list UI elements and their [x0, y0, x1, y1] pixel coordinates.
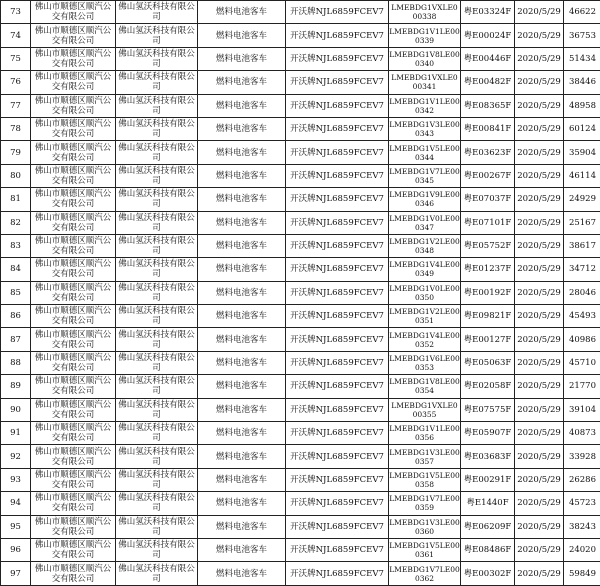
owner-cell: 佛山市顺德区顺汽公交有限公司	[31, 47, 116, 70]
row-number-cell: 79	[1, 141, 31, 164]
table-row	[1, 351, 600, 374]
plate-cell: 粤E03683F	[461, 445, 515, 468]
table-body	[1, 1, 600, 586]
date-cell: 2020/5/29	[515, 117, 564, 140]
row-number-cell: 86	[1, 305, 31, 328]
owner-cell: 佛山市顺德区顺汽公交有限公司	[31, 351, 116, 374]
model-cell: 开沃牌NJL6859FCEV7	[286, 562, 389, 585]
date-cell: 2020/5/29	[515, 141, 564, 164]
table-row	[1, 375, 600, 398]
vin-cell: LMEBDG1VXLE000341	[389, 71, 461, 94]
vehicle-type-cell: 燃料电池客车	[198, 234, 286, 257]
model-cell: 开沃牌NJL6859FCEV7	[286, 305, 389, 328]
table-row	[1, 281, 600, 304]
model-cell: 开沃牌NJL6859FCEV7	[286, 515, 389, 538]
date-cell: 2020/5/29	[515, 562, 564, 585]
vehicle-type-cell: 燃料电池客车	[198, 71, 286, 94]
model-cell: 开沃牌NJL6859FCEV7	[286, 211, 389, 234]
vehicle-type-cell: 燃料电池客车	[198, 305, 286, 328]
table-row	[1, 422, 600, 445]
table-row	[1, 468, 600, 491]
mileage-cell: 38243	[564, 515, 600, 538]
manufacturer-cell: 佛山氢沃科技有限公司	[116, 164, 198, 187]
mileage-cell: 25167	[564, 211, 600, 234]
vin-cell: LMEBDG1V7LE000362	[389, 562, 461, 585]
plate-cell: 粤E00267F	[461, 164, 515, 187]
row-number-cell: 96	[1, 538, 31, 561]
manufacturer-cell: 佛山氢沃科技有限公司	[116, 1, 198, 24]
model-cell: 开沃牌NJL6859FCEV7	[286, 445, 389, 468]
manufacturer-cell: 佛山氢沃科技有限公司	[116, 305, 198, 328]
owner-cell: 佛山市顺德区顺汽公交有限公司	[31, 71, 116, 94]
row-number-cell: 87	[1, 328, 31, 351]
model-cell: 开沃牌NJL6859FCEV7	[286, 351, 389, 374]
owner-cell: 佛山市顺德区顺汽公交有限公司	[31, 234, 116, 257]
date-cell: 2020/5/29	[515, 328, 564, 351]
date-cell: 2020/5/29	[515, 164, 564, 187]
model-cell: 开沃牌NJL6859FCEV7	[286, 492, 389, 515]
date-cell: 2020/5/29	[515, 351, 564, 374]
vehicle-type-cell: 燃料电池客车	[198, 188, 286, 211]
owner-cell: 佛山市顺德区顺汽公交有限公司	[31, 562, 116, 585]
table-row	[1, 71, 600, 94]
vin-cell: LMEBDG1V1LE000342	[389, 94, 461, 117]
manufacturer-cell: 佛山氢沃科技有限公司	[116, 375, 198, 398]
plate-cell: 粤E00841F	[461, 117, 515, 140]
mileage-cell: 24020	[564, 538, 600, 561]
plate-cell: 粤E00482F	[461, 71, 515, 94]
plate-cell: 粤E00192F	[461, 281, 515, 304]
plate-cell: 粤E00446F	[461, 47, 515, 70]
plate-cell: 粤E00024F	[461, 24, 515, 47]
model-cell: 开沃牌NJL6859FCEV7	[286, 398, 389, 421]
mileage-cell: 24929	[564, 188, 600, 211]
manufacturer-cell: 佛山氢沃科技有限公司	[116, 47, 198, 70]
manufacturer-cell: 佛山氢沃科技有限公司	[116, 211, 198, 234]
row-number-cell: 89	[1, 375, 31, 398]
plate-cell: 粤E02058F	[461, 375, 515, 398]
row-number-cell: 82	[1, 211, 31, 234]
model-cell: 开沃牌NJL6859FCEV7	[286, 188, 389, 211]
vehicle-type-cell: 燃料电池客车	[198, 562, 286, 585]
vehicle-type-cell: 燃料电池客车	[198, 141, 286, 164]
table-row	[1, 47, 600, 70]
vin-cell: LMEBDG1V0LE000350	[389, 281, 461, 304]
model-cell: 开沃牌NJL6859FCEV7	[286, 164, 389, 187]
date-cell: 2020/5/29	[515, 281, 564, 304]
row-number-cell: 92	[1, 445, 31, 468]
date-cell: 2020/5/29	[515, 188, 564, 211]
table-row	[1, 141, 600, 164]
owner-cell: 佛山市顺德区顺汽公交有限公司	[31, 188, 116, 211]
owner-cell: 佛山市顺德区顺汽公交有限公司	[31, 24, 116, 47]
plate-cell: 粤E07101F	[461, 211, 515, 234]
plate-cell: 粤E08486F	[461, 538, 515, 561]
model-cell: 开沃牌NJL6859FCEV7	[286, 71, 389, 94]
manufacturer-cell: 佛山氢沃科技有限公司	[116, 398, 198, 421]
table-row	[1, 94, 600, 117]
mileage-cell: 34712	[564, 258, 600, 281]
mileage-cell: 39104	[564, 398, 600, 421]
owner-cell: 佛山市顺德区顺汽公交有限公司	[31, 422, 116, 445]
vin-cell: LMEBDG1V1LE000339	[389, 24, 461, 47]
mileage-cell: 36753	[564, 24, 600, 47]
vin-cell: LMEBDG1V8LE000354	[389, 375, 461, 398]
vin-cell: LMEBDG1V0LE000347	[389, 211, 461, 234]
model-cell: 开沃牌NJL6859FCEV7	[286, 538, 389, 561]
table-row	[1, 305, 600, 328]
plate-cell: 粤E01237F	[461, 258, 515, 281]
manufacturer-cell: 佛山氢沃科技有限公司	[116, 492, 198, 515]
vehicle-type-cell: 燃料电池客车	[198, 422, 286, 445]
mileage-cell: 59849	[564, 562, 600, 585]
vin-cell: LMEBDG1V4LE000349	[389, 258, 461, 281]
vin-cell: LMEBDG1V3LE000360	[389, 515, 461, 538]
mileage-cell: 60124	[564, 117, 600, 140]
date-cell: 2020/5/29	[515, 234, 564, 257]
vin-cell: LMEBDG1V3LE000357	[389, 445, 461, 468]
date-cell: 2020/5/29	[515, 94, 564, 117]
table-row	[1, 492, 600, 515]
date-cell: 2020/5/29	[515, 492, 564, 515]
mileage-cell: 26286	[564, 468, 600, 491]
vehicle-type-cell: 燃料电池客车	[198, 47, 286, 70]
manufacturer-cell: 佛山氢沃科技有限公司	[116, 117, 198, 140]
manufacturer-cell: 佛山氢沃科技有限公司	[116, 538, 198, 561]
table-row	[1, 211, 600, 234]
plate-cell: 粤E05907F	[461, 422, 515, 445]
mileage-cell: 21770	[564, 375, 600, 398]
table-row	[1, 188, 600, 211]
date-cell: 2020/5/29	[515, 1, 564, 24]
model-cell: 开沃牌NJL6859FCEV7	[286, 24, 389, 47]
model-cell: 开沃牌NJL6859FCEV7	[286, 47, 389, 70]
vin-cell: LMEBDG1V7LE000359	[389, 492, 461, 515]
vin-cell: LMEBDG1V5LE000361	[389, 538, 461, 561]
manufacturer-cell: 佛山氢沃科技有限公司	[116, 351, 198, 374]
mileage-cell: 40873	[564, 422, 600, 445]
mileage-cell: 46622	[564, 1, 600, 24]
date-cell: 2020/5/29	[515, 515, 564, 538]
table-row	[1, 515, 600, 538]
mileage-cell: 51434	[564, 47, 600, 70]
row-number-cell: 97	[1, 562, 31, 585]
table-row	[1, 538, 600, 561]
vehicle-type-cell: 燃料电池客车	[198, 94, 286, 117]
row-number-cell: 78	[1, 117, 31, 140]
plate-cell: 粤E00127F	[461, 328, 515, 351]
manufacturer-cell: 佛山氢沃科技有限公司	[116, 515, 198, 538]
row-number-cell: 83	[1, 234, 31, 257]
row-number-cell: 91	[1, 422, 31, 445]
vehicle-type-cell: 燃料电池客车	[198, 398, 286, 421]
vin-cell: LMEBDG1VXLE000355	[389, 398, 461, 421]
table-row	[1, 562, 600, 585]
vin-cell: LMEBDG1V7LE000345	[389, 164, 461, 187]
owner-cell: 佛山市顺德区顺汽公交有限公司	[31, 468, 116, 491]
mileage-cell: 40986	[564, 328, 600, 351]
vin-cell: LMEBDG1V5LE000358	[389, 468, 461, 491]
model-cell: 开沃牌NJL6859FCEV7	[286, 468, 389, 491]
date-cell: 2020/5/29	[515, 375, 564, 398]
row-number-cell: 90	[1, 398, 31, 421]
table-row	[1, 234, 600, 257]
model-cell: 开沃牌NJL6859FCEV7	[286, 281, 389, 304]
vehicle-type-cell: 燃料电池客车	[198, 351, 286, 374]
model-cell: 开沃牌NJL6859FCEV7	[286, 258, 389, 281]
vehicle-type-cell: 燃料电池客车	[198, 445, 286, 468]
plate-cell: 粤E07575F	[461, 398, 515, 421]
manufacturer-cell: 佛山氢沃科技有限公司	[116, 328, 198, 351]
vehicle-type-cell: 燃料电池客车	[198, 328, 286, 351]
mileage-cell: 46114	[564, 164, 600, 187]
manufacturer-cell: 佛山氢沃科技有限公司	[116, 445, 198, 468]
owner-cell: 佛山市顺德区顺汽公交有限公司	[31, 258, 116, 281]
plate-cell: 粤E00291F	[461, 468, 515, 491]
row-number-cell: 76	[1, 71, 31, 94]
vin-cell: LMEBDG1V6LE000353	[389, 351, 461, 374]
manufacturer-cell: 佛山氢沃科技有限公司	[116, 94, 198, 117]
vin-cell: LMEBDG1V5LE000344	[389, 141, 461, 164]
manufacturer-cell: 佛山氢沃科技有限公司	[116, 234, 198, 257]
vehicle-type-cell: 燃料电池客车	[198, 281, 286, 304]
date-cell: 2020/5/29	[515, 305, 564, 328]
vehicle-type-cell: 燃料电池客车	[198, 211, 286, 234]
row-number-cell: 94	[1, 492, 31, 515]
plate-cell: 粤E1440F	[461, 492, 515, 515]
owner-cell: 佛山市顺德区顺汽公交有限公司	[31, 164, 116, 187]
mileage-cell: 28046	[564, 281, 600, 304]
row-number-cell: 75	[1, 47, 31, 70]
vehicle-type-cell: 燃料电池客车	[198, 375, 286, 398]
vehicle-type-cell: 燃料电池客车	[198, 24, 286, 47]
table-row	[1, 24, 600, 47]
vehicle-type-cell: 燃料电池客车	[198, 515, 286, 538]
owner-cell: 佛山市顺德区顺汽公交有限公司	[31, 375, 116, 398]
mileage-cell: 38617	[564, 234, 600, 257]
date-cell: 2020/5/29	[515, 468, 564, 491]
mileage-cell: 38446	[564, 71, 600, 94]
vehicle-type-cell: 燃料电池客车	[198, 468, 286, 491]
vin-cell: LMEBDG1V2LE000348	[389, 234, 461, 257]
row-number-cell: 88	[1, 351, 31, 374]
manufacturer-cell: 佛山氢沃科技有限公司	[116, 422, 198, 445]
vehicle-type-cell: 燃料电池客车	[198, 1, 286, 24]
table-row	[1, 445, 600, 468]
table-row	[1, 164, 600, 187]
model-cell: 开沃牌NJL6859FCEV7	[286, 375, 389, 398]
owner-cell: 佛山市顺德区顺汽公交有限公司	[31, 141, 116, 164]
mileage-cell: 33928	[564, 445, 600, 468]
mileage-cell: 45723	[564, 492, 600, 515]
vin-cell: LMEBDG1V8LE000340	[389, 47, 461, 70]
manufacturer-cell: 佛山氢沃科技有限公司	[116, 24, 198, 47]
model-cell: 开沃牌NJL6859FCEV7	[286, 234, 389, 257]
manufacturer-cell: 佛山氢沃科技有限公司	[116, 468, 198, 491]
row-number-cell: 74	[1, 24, 31, 47]
manufacturer-cell: 佛山氢沃科技有限公司	[116, 562, 198, 585]
table-row	[1, 398, 600, 421]
vin-cell: LMEBDG1VXLE000338	[389, 1, 461, 24]
vehicle-type-cell: 燃料电池客车	[198, 538, 286, 561]
mileage-cell: 45493	[564, 305, 600, 328]
plate-cell: 粤E03324F	[461, 1, 515, 24]
manufacturer-cell: 佛山氢沃科技有限公司	[116, 141, 198, 164]
vehicle-type-cell: 燃料电池客车	[198, 164, 286, 187]
plate-cell: 粤E09821F	[461, 305, 515, 328]
table-row	[1, 328, 600, 351]
mileage-cell: 45710	[564, 351, 600, 374]
date-cell: 2020/5/29	[515, 24, 564, 47]
model-cell: 开沃牌NJL6859FCEV7	[286, 94, 389, 117]
vin-cell: LMEBDG1V4LE000352	[389, 328, 461, 351]
mileage-cell: 48958	[564, 94, 600, 117]
row-number-cell: 84	[1, 258, 31, 281]
owner-cell: 佛山市顺德区顺汽公交有限公司	[31, 281, 116, 304]
vehicle-type-cell: 燃料电池客车	[198, 492, 286, 515]
model-cell: 开沃牌NJL6859FCEV7	[286, 117, 389, 140]
row-number-cell: 80	[1, 164, 31, 187]
owner-cell: 佛山市顺德区顺汽公交有限公司	[31, 492, 116, 515]
table-row	[1, 1, 600, 24]
plate-cell: 粤E00302F	[461, 562, 515, 585]
plate-cell: 粤E08365F	[461, 94, 515, 117]
owner-cell: 佛山市顺德区顺汽公交有限公司	[31, 1, 116, 24]
row-number-cell: 93	[1, 468, 31, 491]
date-cell: 2020/5/29	[515, 258, 564, 281]
owner-cell: 佛山市顺德区顺汽公交有限公司	[31, 445, 116, 468]
owner-cell: 佛山市顺德区顺汽公交有限公司	[31, 538, 116, 561]
vin-cell: LMEBDG1V9LE000346	[389, 188, 461, 211]
model-cell: 开沃牌NJL6859FCEV7	[286, 1, 389, 24]
owner-cell: 佛山市顺德区顺汽公交有限公司	[31, 398, 116, 421]
table-row	[1, 258, 600, 281]
row-number-cell: 73	[1, 1, 31, 24]
date-cell: 2020/5/29	[515, 211, 564, 234]
model-cell: 开沃牌NJL6859FCEV7	[286, 422, 389, 445]
date-cell: 2020/5/29	[515, 47, 564, 70]
mileage-cell: 35904	[564, 141, 600, 164]
vin-cell: LMEBDG1V3LE000343	[389, 117, 461, 140]
plate-cell: 粤E03623F	[461, 141, 515, 164]
owner-cell: 佛山市顺德区顺汽公交有限公司	[31, 515, 116, 538]
row-number-cell: 81	[1, 188, 31, 211]
vehicle-type-cell: 燃料电池客车	[198, 117, 286, 140]
date-cell: 2020/5/29	[515, 71, 564, 94]
vin-cell: LMEBDG1V2LE000351	[389, 305, 461, 328]
row-number-cell: 85	[1, 281, 31, 304]
date-cell: 2020/5/29	[515, 445, 564, 468]
vehicle-type-cell: 燃料电池客车	[198, 258, 286, 281]
owner-cell: 佛山市顺德区顺汽公交有限公司	[31, 305, 116, 328]
owner-cell: 佛山市顺德区顺汽公交有限公司	[31, 328, 116, 351]
owner-cell: 佛山市顺德区顺汽公交有限公司	[31, 94, 116, 117]
date-cell: 2020/5/29	[515, 398, 564, 421]
plate-cell: 粤E07037F	[461, 188, 515, 211]
row-number-cell: 77	[1, 94, 31, 117]
date-cell: 2020/5/29	[515, 422, 564, 445]
row-number-cell: 95	[1, 515, 31, 538]
plate-cell: 粤E06209F	[461, 515, 515, 538]
manufacturer-cell: 佛山氢沃科技有限公司	[116, 281, 198, 304]
owner-cell: 佛山市顺德区顺汽公交有限公司	[31, 211, 116, 234]
owner-cell: 佛山市顺德区顺汽公交有限公司	[31, 117, 116, 140]
manufacturer-cell: 佛山氢沃科技有限公司	[116, 71, 198, 94]
table-row	[1, 117, 600, 140]
vin-cell: LMEBDG1V1LE000356	[389, 422, 461, 445]
date-cell: 2020/5/29	[515, 538, 564, 561]
model-cell: 开沃牌NJL6859FCEV7	[286, 328, 389, 351]
plate-cell: 粤E05752F	[461, 234, 515, 257]
model-cell: 开沃牌NJL6859FCEV7	[286, 141, 389, 164]
manufacturer-cell: 佛山氢沃科技有限公司	[116, 258, 198, 281]
manufacturer-cell: 佛山氢沃科技有限公司	[116, 188, 198, 211]
plate-cell: 粤E05063F	[461, 351, 515, 374]
